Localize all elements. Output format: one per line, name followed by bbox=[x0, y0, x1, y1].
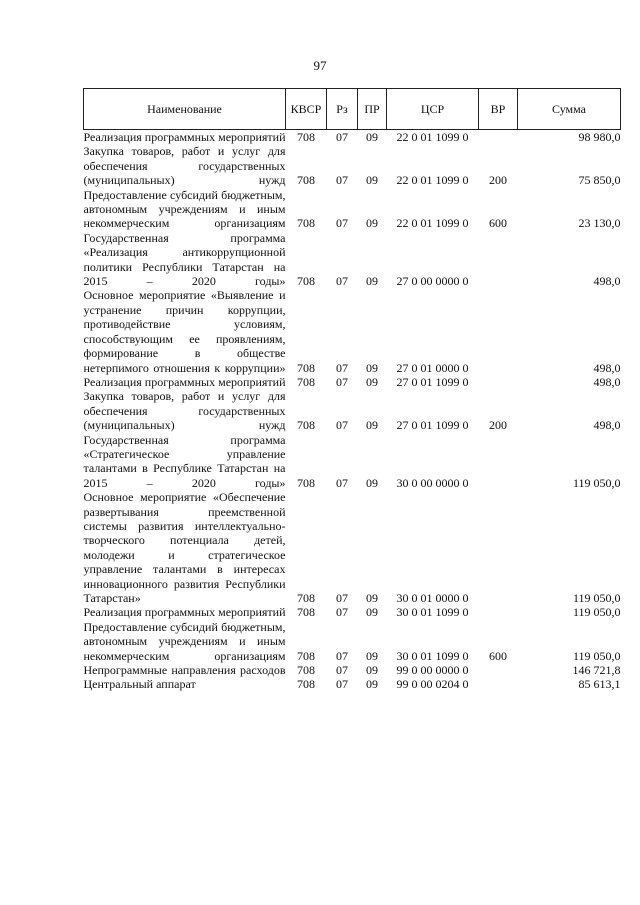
table-row bbox=[84, 677, 621, 691]
row-csr: 30 0 01 0000 0 bbox=[396, 591, 469, 605]
header-pr: ПР bbox=[358, 89, 387, 130]
row-pr: 09 bbox=[366, 475, 378, 490]
row-name: Реализация программных мероприятий bbox=[83, 605, 286, 620]
row-csr: 22 0 01 1099 0 bbox=[396, 173, 469, 188]
table-row bbox=[84, 188, 621, 231]
row-rz: 07 bbox=[336, 360, 348, 375]
row-vr bbox=[479, 677, 518, 691]
row-vr bbox=[479, 231, 518, 289]
row-name: Закупка товаров, работ и услуг для обеспечения государственных (муниципальных) нужд bbox=[83, 144, 286, 188]
row-name: Центральный аппарат bbox=[83, 677, 196, 692]
row-rz: 07 bbox=[336, 274, 348, 289]
row-pr: 09 bbox=[366, 173, 378, 188]
row-pr: 09 bbox=[366, 360, 378, 375]
row-sum: 498,0 bbox=[593, 274, 621, 289]
budget-table bbox=[83, 88, 621, 692]
table-row bbox=[84, 663, 621, 677]
row-sum: 498,0 bbox=[593, 418, 621, 433]
row-csr: 22 0 01 1099 0 bbox=[396, 130, 469, 144]
row-pr: 09 bbox=[366, 648, 378, 663]
row-rz: 07 bbox=[336, 663, 348, 678]
row-name: Государственная программа «Реализация антикоррупционной политики Республики Татарстан на 2015 – 2020 годы» bbox=[83, 230, 286, 289]
row-name: Реализация программных мероприятий bbox=[83, 130, 286, 144]
row-name: Основное мероприятие «Выявление и устранение причин коррупции, противодействие условиям, способствующим ее проявлениям, формирование в обществе нетерпимого отношения к коррупции» bbox=[83, 288, 286, 375]
row-vr bbox=[479, 605, 518, 619]
row-rz: 07 bbox=[336, 591, 348, 605]
row-vr: 200 bbox=[489, 418, 507, 433]
row-sum: 119 050,0 bbox=[572, 648, 621, 663]
table-row bbox=[84, 605, 621, 619]
row-vr bbox=[479, 375, 518, 389]
row-kvsr: 708 bbox=[297, 475, 315, 490]
row-vr bbox=[479, 490, 518, 605]
row-kvsr: 708 bbox=[297, 274, 315, 289]
row-vr bbox=[479, 130, 518, 145]
row-sum: 85 613,1 bbox=[578, 677, 621, 692]
row-kvsr: 708 bbox=[297, 374, 315, 389]
table-row bbox=[84, 490, 621, 605]
row-csr: 27 0 01 0000 0 bbox=[396, 360, 469, 375]
header-sum: Сумма bbox=[518, 89, 621, 130]
row-sum: 75 850,0 bbox=[578, 173, 621, 188]
row-rz: 07 bbox=[336, 677, 348, 692]
row-name: Закупка товаров, работ и услуг для обеспечения государственных (муниципальных) нужд bbox=[83, 389, 286, 433]
table-row bbox=[84, 433, 621, 491]
row-rz: 07 bbox=[336, 374, 348, 389]
row-vr bbox=[479, 288, 518, 374]
row-kvsr: 708 bbox=[297, 173, 315, 188]
table-row bbox=[84, 130, 621, 145]
row-pr: 09 bbox=[366, 591, 378, 605]
header-name: Наименование bbox=[84, 89, 286, 130]
header-kvsr: КВСР bbox=[286, 89, 327, 130]
header-csr: ЦСР bbox=[387, 89, 479, 130]
row-name: Предоставление субсидий бюджетным, автономным учреждениям и иным некоммерческим организациям bbox=[83, 619, 286, 663]
row-vr: 600 bbox=[489, 216, 507, 231]
row-pr: 09 bbox=[366, 677, 378, 692]
row-sum: 498,0 bbox=[593, 360, 621, 375]
row-name: Реализация программных мероприятий bbox=[83, 374, 286, 389]
row-vr bbox=[479, 433, 518, 491]
table-row bbox=[84, 144, 621, 187]
row-rz: 07 bbox=[336, 130, 348, 144]
row-sum: 98 980,0 bbox=[578, 130, 621, 144]
row-pr: 09 bbox=[366, 663, 378, 678]
row-csr: 30 0 01 1099 0 bbox=[396, 605, 469, 620]
table-row bbox=[84, 231, 621, 289]
row-csr: 99 0 00 0000 0 bbox=[396, 663, 469, 678]
row-kvsr: 708 bbox=[297, 591, 315, 605]
row-rz: 07 bbox=[336, 173, 348, 188]
row-csr: 27 0 00 0000 0 bbox=[396, 274, 469, 289]
page-number: 97 bbox=[313, 58, 327, 73]
row-kvsr: 708 bbox=[297, 648, 315, 663]
table-row bbox=[84, 389, 621, 432]
table-row bbox=[84, 288, 621, 374]
row-kvsr: 708 bbox=[297, 216, 315, 231]
header-vr: ВР bbox=[479, 89, 518, 130]
table-header-row bbox=[84, 89, 621, 130]
row-name: Государственная программа «Стратегическое управление талантами в Республике Татарстан на 2015 – 2020 годы» bbox=[83, 432, 286, 490]
row-sum: 119 050,0 bbox=[572, 605, 621, 620]
row-rz: 07 bbox=[336, 475, 348, 490]
row-kvsr: 708 bbox=[297, 418, 315, 433]
row-kvsr: 708 bbox=[297, 663, 315, 678]
row-rz: 07 bbox=[336, 418, 348, 433]
row-vr: 600 bbox=[489, 648, 507, 663]
row-pr: 09 bbox=[366, 216, 378, 231]
row-rz: 07 bbox=[336, 648, 348, 663]
row-pr: 09 bbox=[366, 274, 378, 289]
row-csr: 30 0 01 1099 0 bbox=[396, 648, 469, 663]
row-sum: 498,0 bbox=[593, 374, 621, 389]
row-sum: 23 130,0 bbox=[578, 216, 621, 231]
row-name: Основное мероприятие «Обеспечение развертывания преемственной системы развития интеллектуально-творческого потенциала детей, молодежи и стратегическое управление талантами в интересах инновационного развития Республики Татарстан» bbox=[83, 490, 286, 605]
row-vr bbox=[479, 663, 518, 677]
row-rz: 07 bbox=[336, 605, 348, 620]
row-csr: 27 0 01 1099 0 bbox=[396, 418, 469, 433]
row-pr: 09 bbox=[366, 374, 378, 389]
header-rz: Рз bbox=[327, 89, 358, 130]
row-pr: 09 bbox=[366, 130, 378, 144]
row-name: Непрограммные направления расходов bbox=[83, 663, 286, 678]
row-csr: 27 0 01 1099 0 bbox=[396, 374, 469, 389]
row-name: Предоставление субсидий бюджетным, автономным учреждениям и иным некоммерческим организациям bbox=[83, 187, 286, 231]
row-pr: 09 bbox=[366, 418, 378, 433]
row-csr: 99 0 00 0204 0 bbox=[396, 677, 469, 692]
row-kvsr: 708 bbox=[297, 130, 315, 144]
row-kvsr: 708 bbox=[297, 605, 315, 620]
row-csr: 22 0 01 1099 0 bbox=[396, 216, 469, 231]
row-kvsr: 708 bbox=[297, 360, 315, 375]
row-rz: 07 bbox=[336, 216, 348, 231]
row-sum: 119 050,0 bbox=[572, 591, 621, 605]
row-sum: 119 050,0 bbox=[572, 475, 621, 490]
row-pr: 09 bbox=[366, 605, 378, 620]
row-vr: 200 bbox=[489, 173, 507, 188]
row-csr: 30 0 00 0000 0 bbox=[396, 475, 469, 490]
row-kvsr: 708 bbox=[297, 677, 315, 692]
table-row bbox=[84, 620, 621, 663]
table-row bbox=[84, 375, 621, 389]
row-sum: 146 721,8 bbox=[572, 663, 621, 678]
